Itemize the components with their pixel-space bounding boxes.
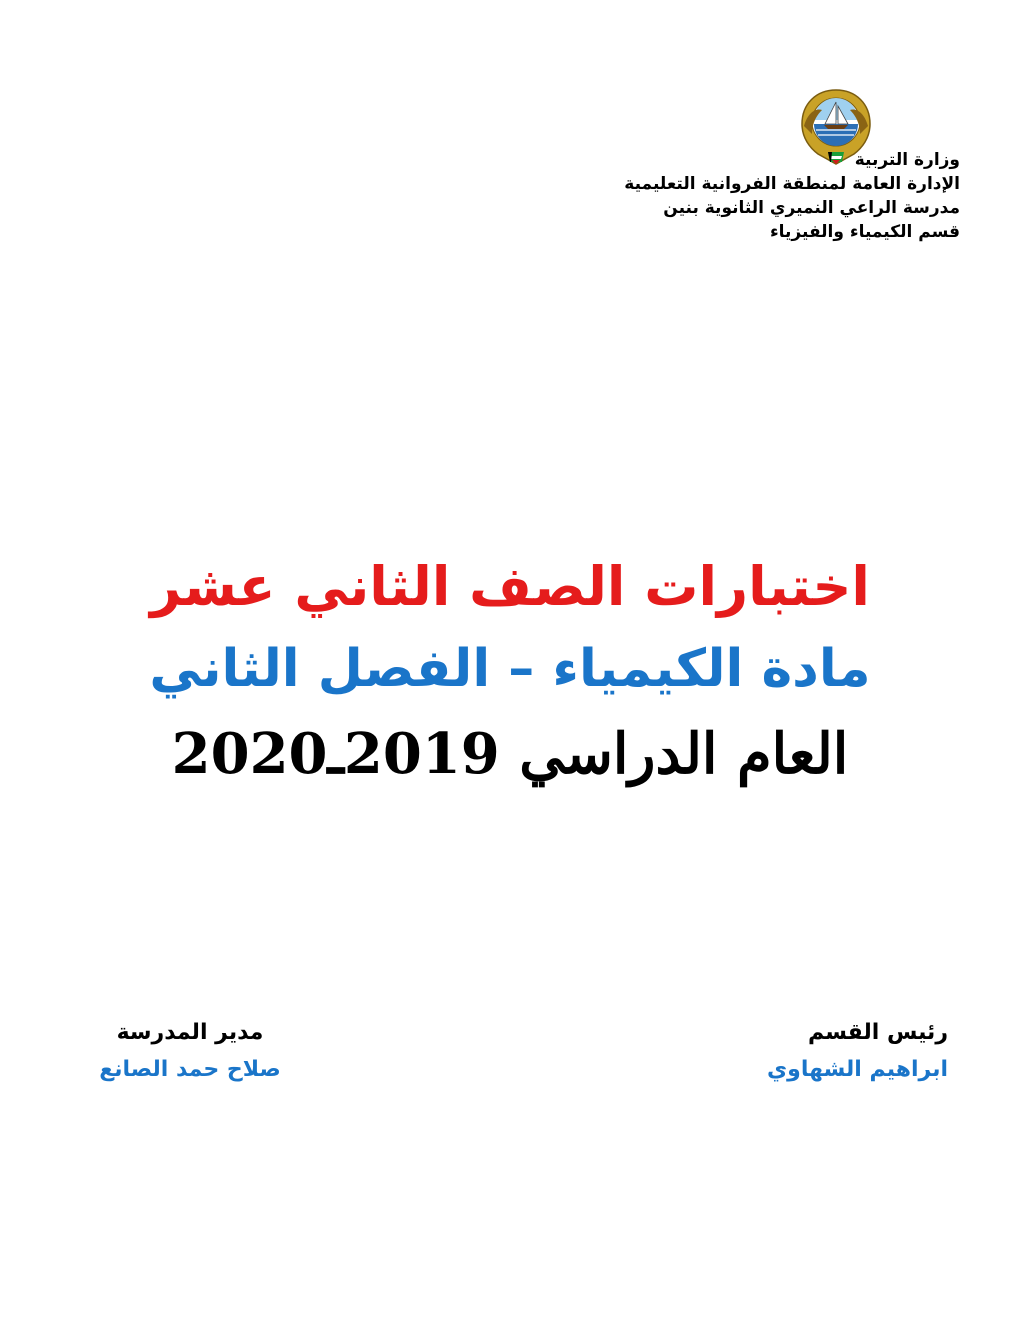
ministry-name: وزارة التربية	[854, 150, 960, 170]
academic-year: العام الدراسي 2019ـ2020	[171, 721, 849, 787]
cover-titles	[0, 555, 1020, 787]
principal-role: مدير المدرسة	[116, 1020, 264, 1045]
directorate-name: الإدارة العامة لمنطقة الفروانية التعليمية	[624, 174, 960, 194]
exam-title: اختبارات الصف الثاني عشر	[150, 555, 870, 618]
principal-name: صلاح حمد الصانع	[99, 1057, 281, 1082]
department-head-role: رئيس القسم	[808, 1020, 948, 1045]
department-head-signature	[708, 1018, 948, 1086]
school-header	[540, 148, 960, 244]
department-head-name: ابراهيم الشهاوي	[767, 1057, 948, 1082]
department-name: قسم الكيمياء والفيزياء	[769, 222, 960, 242]
principal-signature	[70, 1018, 310, 1086]
school-name: مدرسة الراعي النميري الثانوية بنين	[663, 198, 960, 218]
subject-title: مادة الكيمياء – الفصل الثاني	[149, 639, 871, 699]
